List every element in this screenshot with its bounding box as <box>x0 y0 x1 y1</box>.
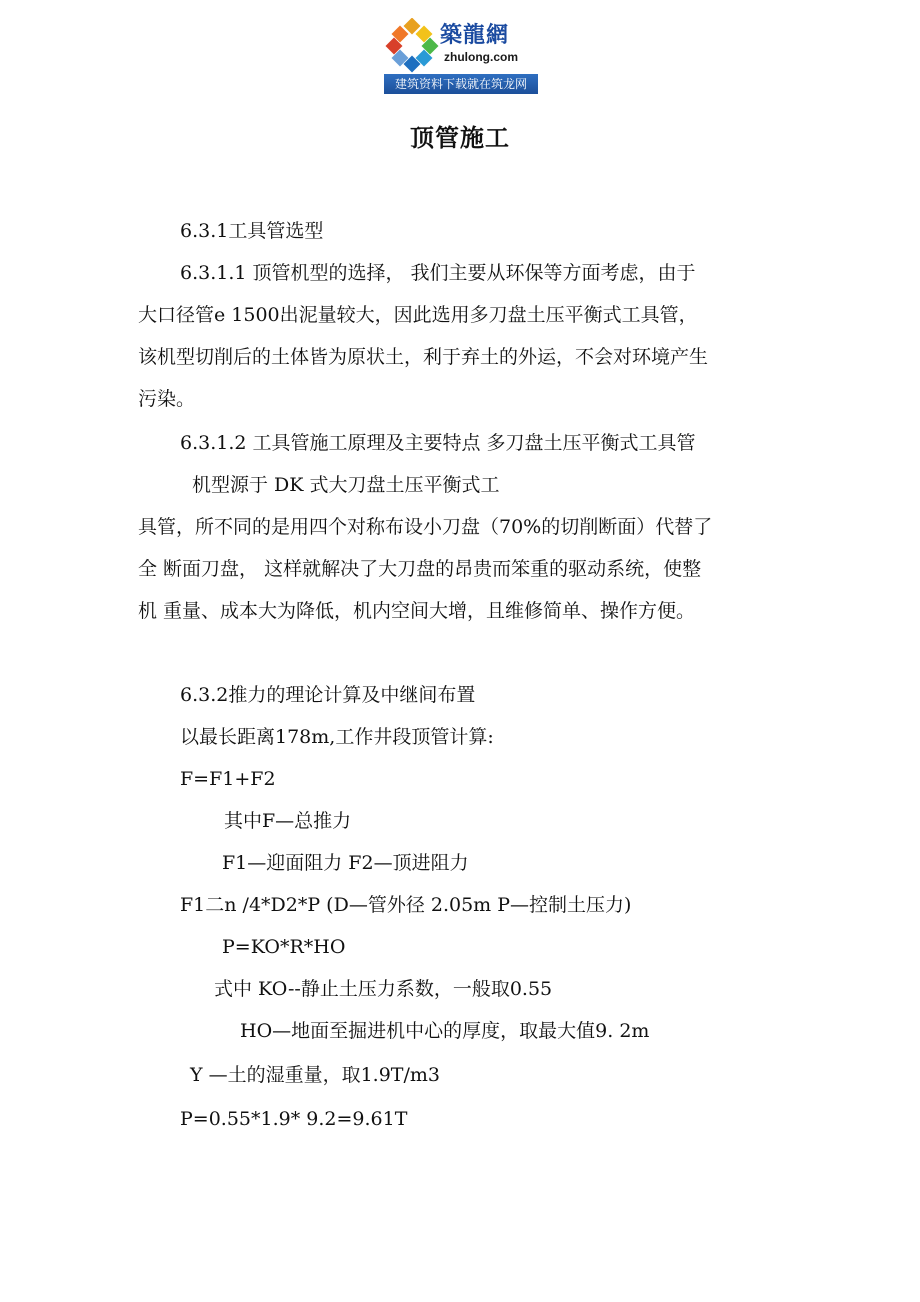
logo-banner: 建筑资料下载就在筑龙网 <box>384 74 538 94</box>
logo-brand-cn: 築龍網 <box>440 22 510 48</box>
formula-line: F=F1+F2 <box>180 768 276 790</box>
formula-line: 式中 KO--静止土压力系数，一般取0.55 <box>214 978 553 1000</box>
paragraph-line: 机型源于 DK 式大刀盘土压平衡式工 <box>192 474 500 496</box>
paragraph-line: 全 断面刀盘， 这样就解决了大刀盘的昂贵而笨重的驱动系统，使整 <box>138 558 702 580</box>
logo-brand-en: zhulong.com <box>444 50 518 64</box>
formula-line: HO—地面至掘进机中心的厚度，取最大值9. 2m <box>240 1020 650 1042</box>
pinwheel-icon <box>384 18 440 74</box>
page-title: 顶管施工 <box>410 124 510 152</box>
formula-line: F1—迎面阻力 F2—顶进阻力 <box>222 852 469 874</box>
zhulong-logo <box>384 16 538 94</box>
formula-line: F1二n /4*D2*P (D—管外径 2.05m P—控制土压力) <box>180 894 632 916</box>
paragraph-line: 大口径管e 1500出泥量较大，因此选用多刀盘土压平衡式工具管， <box>138 304 698 326</box>
paragraph-line: 具管，所不同的是用四个对称布设小刀盘（70%的切削断面）代替了 <box>138 516 713 538</box>
paragraph-line: 该机型切削后的土体皆为原状土，利于弃土的外运，不会对环境产生 <box>138 346 709 368</box>
paragraph-line: 机 重量、成本大为降低，机内空间大增，且维修简单、操作方便。 <box>138 600 696 622</box>
logo-mark <box>384 16 538 74</box>
formula-line: 其中F—总推力 <box>224 810 352 832</box>
formula-line: P=KO*R*HO <box>222 936 346 958</box>
section-heading: 6.3.1工具管选型 <box>180 220 324 242</box>
paragraph-line: 6.3.1.2 工具管施工原理及主要特点 多刀盘土压平衡式工具管 <box>180 432 696 454</box>
paragraph-line: 污染。 <box>138 388 196 410</box>
formula-line: P=0.55*1.9* 9.2=9.61T <box>180 1108 408 1130</box>
paragraph-line: 6.3.1.1 顶管机型的选择， 我们主要从环保等方面考虑，由于 <box>180 262 696 284</box>
formula-line: Y —土的湿重量，取1.9T/m3 <box>190 1064 440 1086</box>
section-heading: 6.3.2推力的理论计算及中继间布置 <box>180 684 476 706</box>
paragraph-line: 以最长距离178m,工作井段顶管计算: <box>180 726 494 748</box>
